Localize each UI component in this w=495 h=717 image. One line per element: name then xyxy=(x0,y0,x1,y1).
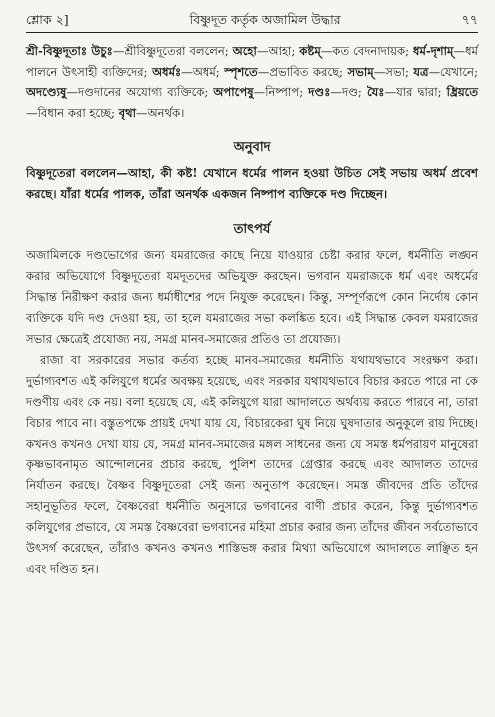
purport-heading: তাৎপর্য xyxy=(233,222,271,238)
synonym-term: অদণ্ড্যেষু xyxy=(26,85,67,100)
synonym-term: সভাম্ xyxy=(347,64,374,79)
verse-number: শ্লোক ২] xyxy=(26,12,69,27)
chapter-title: বিষ্ণুদূত কর্তৃক অজামিল উদ্ধার xyxy=(189,12,341,27)
book-page xyxy=(26,10,478,580)
synonym-term: দণ্ডঃ xyxy=(308,85,331,100)
word-meanings: শ্রী-বিষ্ণুদূতাঃ উচুঃ—শ্রীবিষ্ণুদূতেরা বললেন; অহো—আহা; কষ্টম্—কত বেদনাদায়ক; ধর্ম-দৃশাম্—ধর্ম পালনে উৎসাহী ব্যক্তিদের; অধর্মঃ—অধর্ম; স্পৃশতে—প্রভাবিত করছে; সভাম্—সভা; যত্র—যেখানে; অদণ্ড্যেষু—দণ্ডদানের অযোগ্য ব্যক্তিকে; অপাপেষু—নিষ্পাপ; দণ্ডঃ—দণ্ড; যৈঃ—যার দ্বারা; ধ্রিয়তে—বিধান করা হচ্ছে; বৃথা—অনর্থক। xyxy=(26,44,479,120)
synonym-term: ধর্ম-দৃশাম্ xyxy=(412,44,454,58)
synonym-meaning: নিষ্পাপ; xyxy=(265,85,309,100)
synonym-meaning: দণ্ড; xyxy=(342,85,367,100)
purport-paragraph: অজামিলকে দণ্ডভোগের জন্য যমরাজের কাছে নিয়ে যাওয়ার চেষ্টা করার ফলে, ধর্মনীতি লঙ্ঘন করার অভিযোগে বিষ্ণুদূতেরা যমদূতদের অভিযুক্ত করছেন। ভগবান যমরাজকে ধর্ম এবং অধর্মের সিদ্ধান্ত নিরীক্ষণ করার জন্য ধর্মাধীশের পদে নিযুক্ত করেছেন। কিন্তু, সম্পূর্ণরূপে কোন নির্দোষ কোন ব্যক্তিকে যদি দণ্ড দেওয়া হয়, তা হলে যমরাজের সভা কলঙ্কিত হবে। এই সিদ্ধান্ত কেবল যমরাজের সভার ক্ষেত্রেই প্রযোজ্য নয়, সমগ্র মানব-সমাজের প্রতিও তা প্রযোজ্য। xyxy=(26,248,478,346)
synonym-meaning: যেখানে; xyxy=(440,64,478,79)
synonym-term: বৃথা xyxy=(118,105,137,120)
synonym-term: স্পৃশতে xyxy=(224,64,258,79)
synonym-meaning: অধর্ম; xyxy=(192,64,225,79)
synonym-meaning: দণ্ডদানের অযোগ্য ব্যক্তিকে; xyxy=(77,85,214,100)
page-number: ৭৭ xyxy=(461,12,478,27)
synonym-term: যত্র xyxy=(413,64,429,79)
synonym-meaning: প্রভাবিত করছে; xyxy=(269,64,348,79)
synonym-term: যৈঃ xyxy=(366,85,385,100)
synonym-meaning: কত বেদনাদায়ক; xyxy=(332,44,413,58)
synonym-term: অপাপেষু xyxy=(213,85,254,100)
synonym-meaning: বিধান করা হচ্ছে; xyxy=(37,105,119,120)
running-head xyxy=(26,10,478,30)
synonym-meaning: অনর্থক। xyxy=(147,105,185,120)
synonym-meaning: যার দ্বারা; xyxy=(396,85,447,100)
synonym-term: অধর্মঃ xyxy=(152,64,182,79)
synonym-term: শ্রী-বিষ্ণুদূতাঃ উচুঃ xyxy=(26,44,113,58)
synonym-term: কষ্টম্ xyxy=(299,44,321,58)
purport-paragraph: রাজা বা সরকারের সভার কর্তব্য হচ্ছে মানব-সমাজের ধর্মনীতি যথাযথভাবে সংরক্ষণ করা। দুর্ভাগ্যবশত এই কলিযুগে ধর্মের অবক্ষয় হয়েছে, এবং সরকার যথাযথভাবে বিচার করতে পারে না কে দণ্ডণীয় এবং কে নয়। বলা হয়েছে যে, এই কলিযুগে যারা আদালতে অর্থব্যয় করতে পারবে না, তারা বিচার পাবে না। বস্তুতপক্ষে প্রায়ই দেখা যায় যে, বিচারকেরা ঘুষ নিয়ে ঘুষদাতার অনুকূলে রায় দিচ্ছে। কখনও কখনও দেখা যায় যে, সমগ্র মানব-সমাজের মঙ্গল সাধনের জন্য যে সমস্ত ধর্মপরায়ণ মানুষেরা কৃষ্ণভাবনামৃত আন্দোলনের প্রচার করছে, পুলিশ তাদের গ্রেপ্তার করছে এবং আদালত তাদের নির্যাতন করছে। বৈষ্ণব বিষ্ণুদূতেরা সেই জন্য অনুতাপ করেছেন। সমস্ত জীবদের প্রতি তাঁদের সহানুভূতির ফলে, বৈষ্ণবেরা ধর্মনীতি অনুসারে ভগবানের বাণী প্রচার করেন, কিন্তু দুর্ভাগ্যবশত কলিযুগের প্রভাবে, যে সমস্ত বৈষ্ণবেরা ভগবানের মহিমা প্রচার করার জন্য তাঁদের জীবন সর্বতোভাবে উৎসর্গ করেছেন, তাঁরাও কখনও কখনও শাস্তিভঙ্গ করার মিথ্যা অভিযোগে আদালতে লাঞ্ছিত হন এবং দণ্ডিত হন। xyxy=(26,352,478,576)
purport-body xyxy=(26,245,478,580)
translation-text: বিষ্ণুদূতেরা বললেন—আহা, কী কষ্ট! যেখানে ধর্মের পালন হওয়া উচিত সেই সভায় অধর্ম প্রবেশ করছে। যাঁরা ধর্মের পালক, তাঁরা অনর্থক একজন নিষ্পাপ ব্যক্তিকে দণ্ড দিচ্ছেন। xyxy=(26,166,478,202)
synonym-meaning: সভা; xyxy=(385,64,414,79)
synonym-meaning: ধর্ম পালনে উৎসাহী ব্যক্তিদের; xyxy=(26,44,478,79)
header-rule xyxy=(26,32,478,33)
synonym-term: অহো xyxy=(232,44,257,58)
synonym-term: ধ্রিয়তে xyxy=(446,85,479,100)
synonym-meaning: আহা; xyxy=(268,44,300,58)
synonym-meaning: শ্রীবিষ্ণুদূতেরা বললেন; xyxy=(124,44,233,58)
translation-heading: অনুবাদ xyxy=(233,140,271,156)
